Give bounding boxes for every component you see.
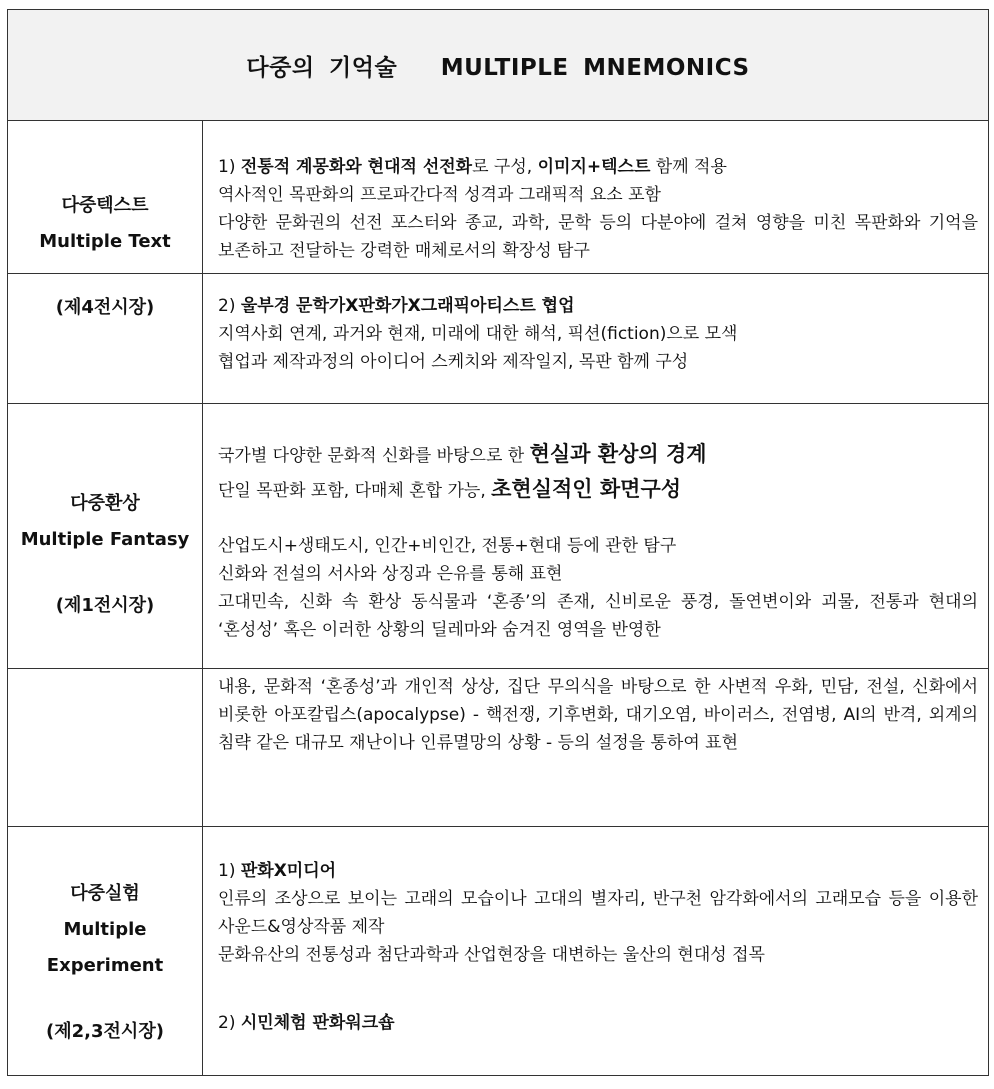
fantasy-content-continued	[218, 673, 978, 757]
highlight-text: 현실과 환상의 경계	[529, 442, 707, 466]
label-korean: 다중텍스트	[61, 195, 149, 216]
body-text: 다양한 문화권의 선전 포스터와 종교, 과학, 문학 등의 다분야에 걸쳐 영향을 미친 목판화와 기억을 보존하고 전달하는 강력한 매체로서의 확장성 탐구	[218, 213, 978, 261]
label-exhibit-hall: (제4전시장)	[55, 297, 155, 318]
section-label-fantasy	[8, 486, 202, 624]
highlight-text: 전통적 계몽화와 현대적 선전화	[240, 157, 473, 177]
item-number: 1)	[218, 157, 241, 177]
experiment-content	[218, 857, 978, 1037]
highlight-text: 초현실적인 화면구성	[491, 477, 682, 501]
item-number: 1)	[218, 861, 241, 881]
label-exhibit-hall: (제2,3전시장)	[46, 1021, 164, 1042]
body-text: 신화와 전설의 서사와 상징과 은유를 통해 표현	[218, 564, 563, 584]
row-divider	[8, 120, 988, 121]
body-text: 단일 목판화 포함, 다매체 혼합 가능,	[218, 481, 492, 501]
body-text: 고대민속, 신화 속 환상 동식물과 ‘혼종’의 존재, 신비로운 풍경, 돌연변이와 괴물, 전통과 현대의 ‘혼성성’ 혹은 이러한 상황의 딜레마와 숨겨진 영역을 반영한	[218, 592, 978, 640]
row-divider	[8, 826, 988, 827]
body-text: 문화유산의 전통성과 첨단과학과 산업현장을 대변하는 울산의 현대성 접목	[218, 945, 765, 965]
label-english: Experiment	[46, 955, 164, 976]
row-divider	[8, 403, 988, 404]
section-label-experiment	[8, 876, 202, 1050]
text-item-2	[218, 292, 978, 376]
body-text: 인류의 조상으로 보이는 고래의 모습이나 고대의 별자리, 반구천 암각화에서의 고래모습 등을 이용한 사운드&영상작품 제작	[218, 889, 978, 937]
body-text: 국가별 다양한 문화적 신화를 바탕으로 한	[218, 446, 530, 466]
body-text: 산업도시+생태도시, 인간+비인간, 전통+현대 등에 관한 탐구	[218, 536, 677, 556]
item-number: 2)	[218, 1013, 241, 1033]
text-item-1	[218, 153, 978, 265]
cell-divider	[202, 273, 988, 274]
body-text: 협업과 제작과정의 아이디어 스케치와 제작일지, 목판 함께 구성	[218, 352, 689, 372]
body-text: 내용, 문화적 ‘혼종성’과 개인적 상상, 집단 무의식을 바탕으로 한 사변적 우화, 민담, 전설, 신화에서 비롯한 아포칼립스(apocalypse) - 핵전쟁, 기후변화, 대기오염, 바이러스, 전염병, AI의 반격, 외계의 침략 같은 대규모 재난이나 인류멸망의 상황 - 등의 설정을 통하여 표현	[218, 677, 978, 753]
label-korean: 다중실험	[70, 883, 140, 904]
body-text: 로 구성,	[472, 157, 538, 177]
row-divider	[8, 668, 988, 669]
body-text: 역사적인 목판화의 프로파간다적 성격과 그래픽적 요소 포함	[218, 185, 661, 205]
label-exhibit-hall: (제1전시장)	[55, 595, 155, 616]
fantasy-content	[218, 438, 978, 644]
item-title: 판화X미디어	[240, 861, 337, 881]
table-title: 다중의 기억술 MULTIPLE MNEMONICS	[8, 10, 988, 120]
label-korean: 다중환상	[70, 493, 140, 514]
label-english: Multiple Fantasy	[20, 529, 190, 550]
label-english: Multiple Text	[39, 231, 171, 252]
item-title: 시민체험 판화워크숍	[240, 1013, 395, 1033]
column-divider	[202, 120, 203, 1075]
item-number: 2)	[218, 296, 241, 316]
body-text: 지역사회 연계, 과거와 현재, 미래에 대한 해석, 픽션(fiction)으로 모색	[218, 324, 738, 344]
highlight-text: 이미지+텍스트	[537, 157, 651, 177]
section-label-text	[8, 188, 202, 326]
label-english: Multiple	[63, 919, 147, 940]
body-text: 함께 적용	[650, 157, 727, 177]
program-table	[7, 9, 989, 1076]
item-title: 울부경 문학가X판화가X그래픽아티스트 협업	[240, 296, 575, 316]
